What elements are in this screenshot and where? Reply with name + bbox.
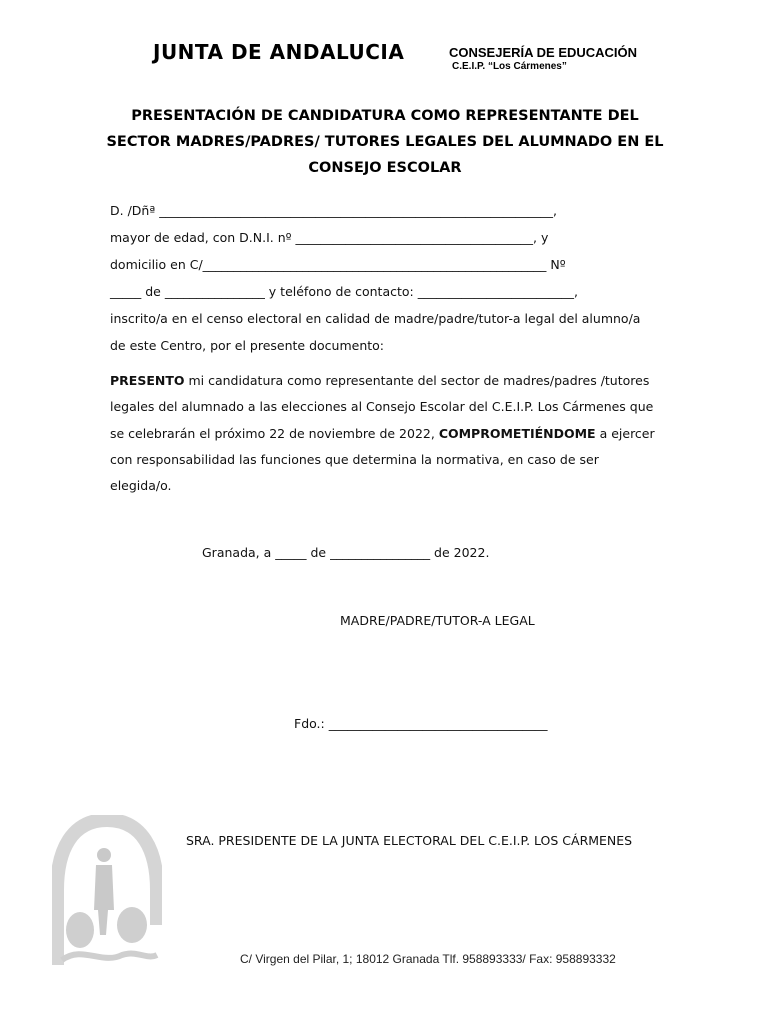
signature-line: Fdo.: ___________________________________ bbox=[294, 716, 548, 731]
consejeria-heading: CONSEJERÍA DE EDUCACIÓN bbox=[449, 45, 638, 60]
presento-keyword: PRESENTO bbox=[110, 373, 185, 388]
signer-role: MADRE/PADRE/TUTOR-A LEGAL bbox=[340, 613, 535, 628]
form-line-phone: _____ de ________________ y teléfono de contacto: _________________________, bbox=[110, 284, 578, 299]
form-line-name: D. /Dñª _______________________________________________________________, bbox=[110, 203, 557, 218]
compromet-keyword: COMPROMETIÉNDOME bbox=[438, 425, 596, 441]
addressee-line: SRA. PRESIDENTE DE LA JUNTA ELECTORAL DEL C.E.I.P. LOS CÁRMENES bbox=[186, 833, 633, 848]
form-line-centre: de este Centro, por el presente documento: bbox=[110, 338, 385, 353]
form-line-address: domicilio en C/_______________________________________________________ Nº bbox=[110, 257, 566, 272]
footer-address: C/ Virgen del Pilar, 1; 18012 Granada Tlf. 958893333/ Fax: 958893332 bbox=[240, 952, 616, 966]
place-date-line: Granada, a _____ de ________________ de 2022. bbox=[202, 545, 490, 560]
form-line-dni: mayor de edad, con D.N.I. nº ______________________________________, y bbox=[110, 230, 549, 245]
brand-logotype: JUNTA DE ANDALUCIA bbox=[153, 40, 405, 64]
declaration-text-2: a ejercer con responsabilidad las funciones que determina la normativa, en caso de ser elegida/o. bbox=[110, 425, 655, 494]
andalucia-coat-of-arms-watermark bbox=[52, 815, 162, 975]
declaration-text-1: mi candidatura como representante del sector de madres/padres /tutores legales del alumnado a las elecciones al Consejo Escolar del C.E.I.P. Los Cármenes que se celebrarán el próximo 22 de noviembre de 2022, bbox=[110, 373, 654, 441]
declaration-paragraph bbox=[110, 368, 655, 499]
document-title: PRESENTACIÓN DE CANDIDATURA COMO REPRESENTANTE DEL SECTOR MADRES/PADRES/ TUTORES LEGALES DEL ALUMNADO EN EL CONSEJO ESCOLAR bbox=[106, 108, 664, 176]
form-line-census: inscrito/a en el censo electoral en calidad de madre/padre/tutor-a legal del alumno/a bbox=[110, 311, 641, 326]
school-name: C.E.I.P. “Los Cármenes” bbox=[452, 61, 567, 72]
